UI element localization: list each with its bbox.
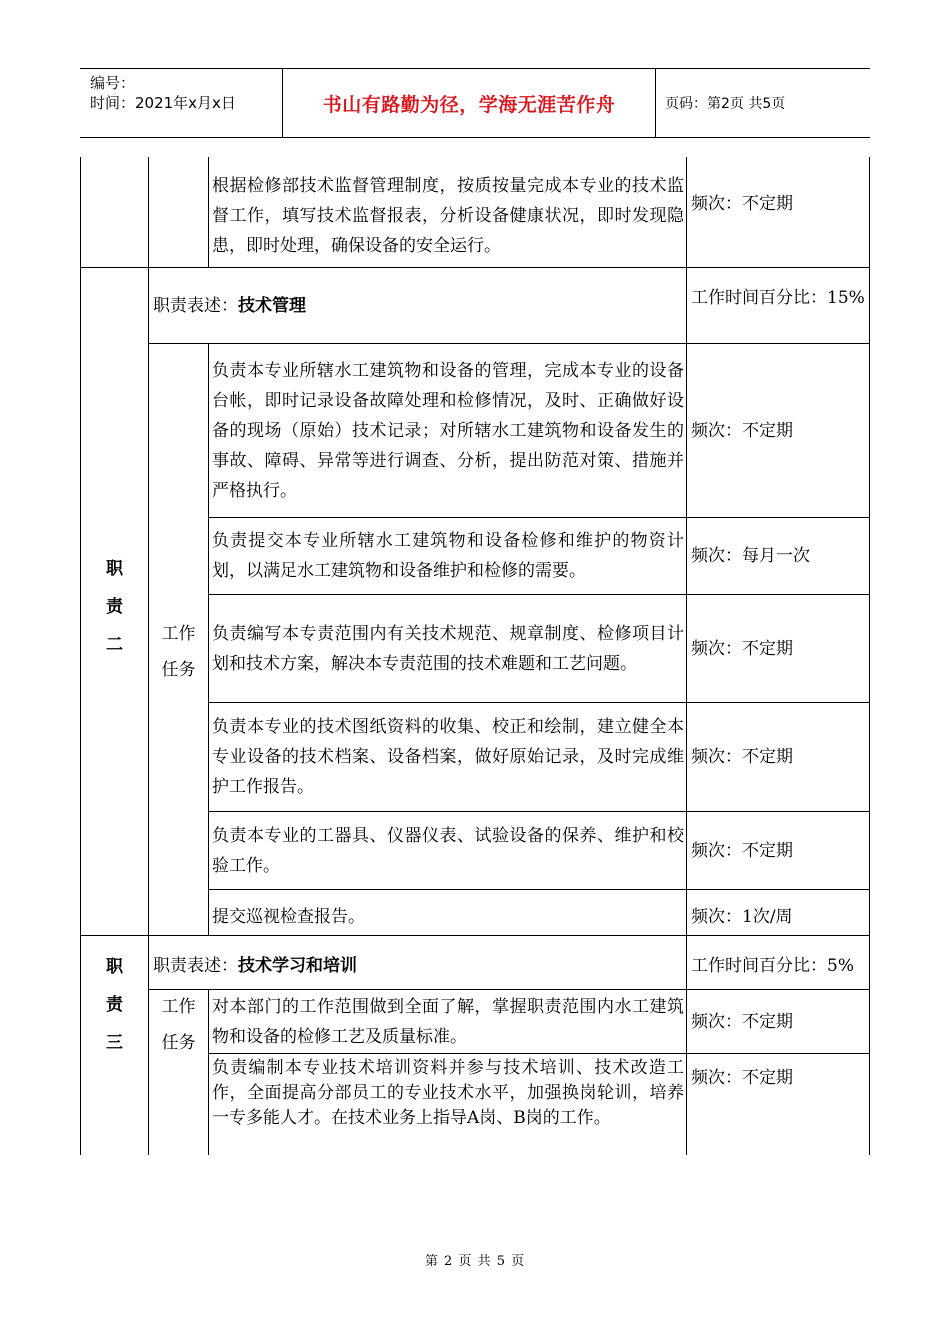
document-date: 时间：2021年x月x日 — [90, 94, 236, 112]
task-text: 负责编制本专业技术培训资料并参与技术培训、技术改造工作，全面提高分部员工的专业技术水平，加强换岗轮训，培养一专多能人才。在技术业务上指导A岗、B岗的工作。 — [212, 1058, 684, 1128]
header-motto: 书山有路勤为径，学海无涯苦作舟 — [322, 93, 616, 116]
header-divider — [655, 69, 656, 137]
work-task-label-line: 工作 — [161, 997, 196, 1017]
task-text: 负责本专业所辖水工建筑物和设备的管理，完成本专业的设备台帐，即时记录设备故障处理和检修情况，及时、正确做好设备的现场（原始）技术记录；对所辖水工建筑物和设备发生的事故、障碍、异常等进行调查、分析，提出防范对策、措施并严格执行。 — [212, 360, 684, 501]
document-number-label: 编号： — [90, 74, 136, 92]
frequency-cell: 频次：1次/周 — [691, 906, 793, 927]
work-task-label — [149, 989, 208, 1061]
duty-label-char: 职 — [106, 957, 123, 977]
frequency-cell: 频次：不定期 — [691, 840, 793, 861]
page-header — [80, 68, 870, 138]
duty-label — [81, 547, 148, 667]
task-text: 根据检修部技术监督管理制度，按质按量完成本专业的技术监督工作，填写技术监督报表，分析设备健康状况，即时发现隐患，即时处理，确保设备的安全运行。 — [212, 176, 684, 256]
duty-statement-label: 职责表述： — [153, 955, 238, 976]
task-text: 负责本专业的技术图纸资料的收集、校正和绘制，建立健全本专业设备的技术档案、设备档案，做好原始记录，及时完成维护工作报告。 — [212, 717, 684, 797]
task-cell — [209, 344, 686, 517]
work-task-label-line: 任务 — [161, 1033, 196, 1053]
task-cell — [209, 171, 686, 267]
frequency-cell: 频次：不定期 — [691, 194, 793, 214]
header-meta — [90, 73, 280, 113]
duty-label-char: 三 — [106, 1033, 123, 1053]
task-cell — [209, 990, 686, 1053]
task-text: 负责本专业的工器具、仪器仪表、试验设备的保养、维护和校验工作。 — [212, 825, 684, 876]
duty-statement — [149, 936, 686, 989]
work-time-percent: 工作时间百分比：15% — [691, 288, 865, 308]
work-task-label-line: 任务 — [161, 660, 196, 680]
task-cell — [209, 703, 686, 811]
frequency-cell: 频次：不定期 — [691, 638, 793, 659]
table-border — [869, 157, 870, 1155]
duties-table — [80, 157, 870, 1155]
task-cell — [209, 812, 686, 889]
task-text: 负责提交本专业所辖水工建筑物和设备检修和维护的物资计划，以满足水工建筑物和设备维护和检修的需要。 — [212, 531, 684, 581]
task-text: 提交巡视检查报告。 — [212, 906, 365, 927]
frequency-cell: 频次：不定期 — [691, 747, 793, 767]
task-text: 负责编写本专责范围内有关技术规范、规章制度、检修项目计划和技术方案，解决本专责范围的技术难题和工艺问题。 — [212, 623, 684, 674]
duty-statement-label: 职责表述： — [153, 295, 238, 316]
duty-label — [81, 945, 148, 1065]
header-page-info: 页码：第2页 共5页 — [665, 96, 786, 112]
duty-statement-title: 技术学习和培训 — [238, 955, 357, 976]
frequency-cell: 频次：不定期 — [691, 1068, 793, 1088]
task-cell — [209, 595, 686, 702]
task-cell — [209, 1054, 686, 1155]
frequency-cell: 频次：不定期 — [691, 1011, 793, 1032]
duty-label-char: 责 — [106, 597, 123, 617]
frequency-cell: 频次：每月一次 — [691, 546, 810, 566]
duty-statement-title: 技术管理 — [238, 295, 306, 316]
task-text: 对本部门的工作范围做到全面了解，掌握职责范围内水工建筑物和设备的检修工艺及质量标准。 — [212, 996, 684, 1047]
duty-statement — [149, 268, 686, 343]
task-cell — [209, 518, 686, 594]
page-footer: 第 2 页 共 5 页 — [424, 1254, 526, 1269]
duty-label-char: 职 — [106, 559, 123, 579]
work-time-percent: 工作时间百分比：5% — [691, 955, 854, 976]
work-task-label-line: 工作 — [161, 624, 196, 644]
task-cell — [209, 890, 686, 935]
duty-label-char: 责 — [106, 995, 123, 1015]
duty-label-char: 二 — [106, 635, 123, 655]
work-task-label — [149, 607, 208, 697]
frequency-cell: 频次：不定期 — [691, 420, 793, 441]
